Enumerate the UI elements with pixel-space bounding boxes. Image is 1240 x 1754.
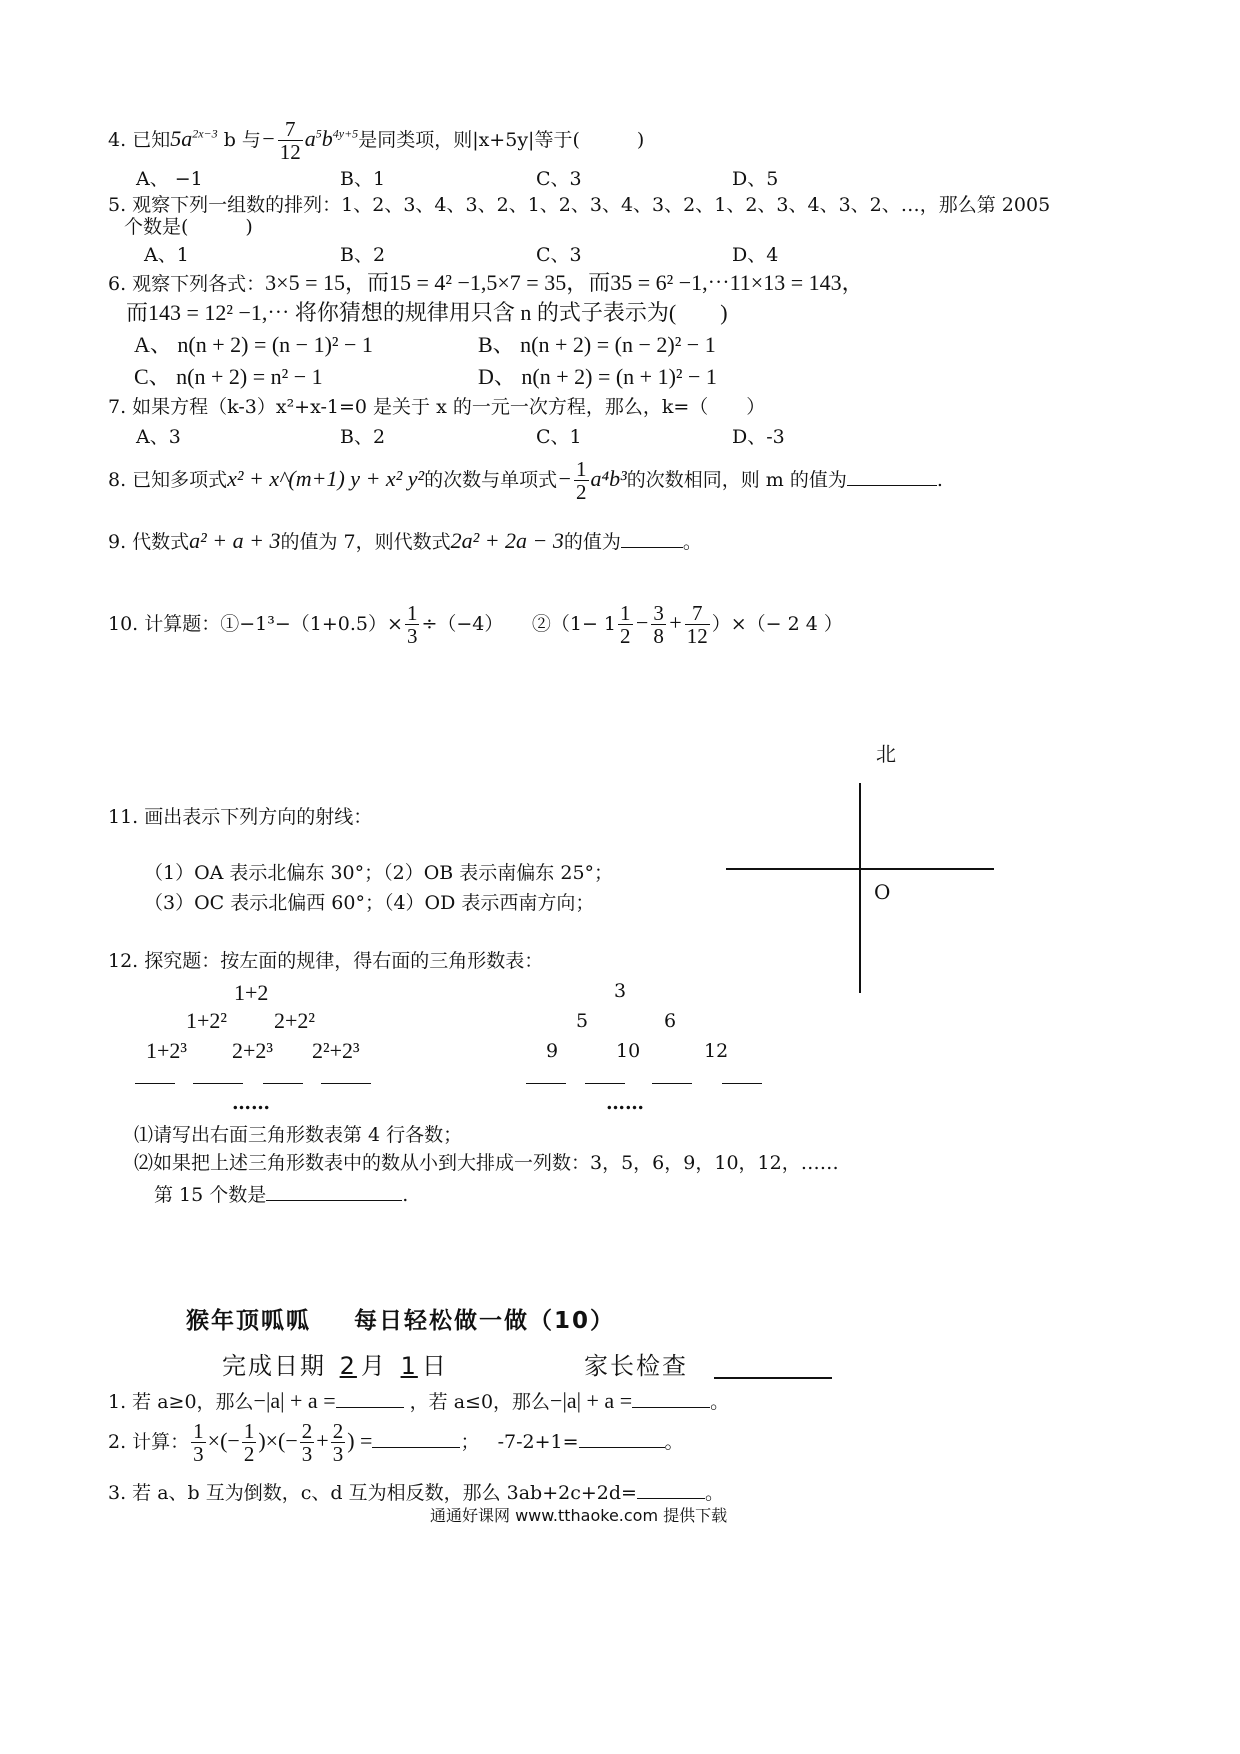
daily-question-1 [108,1388,729,1414]
day-value: 1 [400,1352,418,1380]
right-ellipsis: …… [606,1092,644,1114]
s2-frac-2-3b: $\frac{2}{3}$ [332,1419,344,1467]
q7-option-d: D、-3 [732,426,785,448]
q4-fraction: $\frac{7}{12}$ [279,117,301,165]
s2-close: ) [347,1428,361,1454]
s1-expr1: −|a| + a = [253,1388,336,1413]
q10-mid: ÷（−4） ②（1− 1 [421,613,617,636]
q4-option-b: B、1 [340,168,386,190]
q7-line: 7. 如果方程（k-3）x²+x-1=0 是关于 x 的一元一次方程，那么，k=（ ） [108,396,766,418]
s1-mid: ，若 a≤0，那么 [409,1391,551,1413]
q11-line3: （3）OC 表示北偏西 60°；（4）OD 表示西南方向； [144,892,595,914]
left-row4-blank1[interactable] [135,1083,175,1084]
month-label: 月 [360,1352,387,1380]
s2-frac-2-3a: $\frac{2}{3}$ [301,1419,313,1467]
parent-check-label: 家长检查 [584,1352,688,1380]
q12-sub2: ⑵如果把上述三角形数表中的数从小到大排成一列数：3，5，6，9，10，12，…… [134,1152,839,1174]
right-row3-cell2: 10 [616,1040,641,1062]
left-row4-blank3[interactable] [263,1083,303,1084]
q6-pre: 6. 观察下列各式： [108,273,266,295]
section-title-left: 猴年顶呱呱 [186,1308,311,1334]
q9-pre: 9. 代数式 [108,531,190,553]
s1-blank1[interactable] [336,1389,404,1408]
right-row3-cell1: 9 [546,1040,559,1062]
q8-monomial: a⁴b³ [590,466,627,492]
s1-end: 。 [710,1391,730,1413]
question-4 [108,118,644,164]
s1-pre: 1. 若 a≥0，那么 [108,1391,254,1413]
q4-term2: $a^5b^{4y+5}$ [304,126,359,152]
q6-option-d: D、 n(n + 2) = (n + 1)² − 1 [478,364,717,389]
s3-end: 。 [704,1482,724,1504]
q4-pre: 已知 [132,129,171,152]
day-label: 日 [421,1352,448,1380]
q11-line2: （1）OA 表示北偏东 30°；（2）OB 表示南偏东 25°； [144,862,614,884]
q6-option-b: B、 n(n + 2) = (n − 2)² − 1 [478,332,716,357]
s2-blank2[interactable] [579,1429,665,1448]
q5-line1: 5. 观察下列一组数的排列：1、2、3、4、3、2、1、2、3、4、3、2、1、2、3、4、3、2、…，那么第 2005 [108,194,1051,216]
q10-frac3: $\frac{3}{8}$ [653,601,664,649]
s2-frac-1-3: $\frac{1}{3}$ [193,1419,204,1467]
right-row2-cell1: 5 [576,1010,589,1032]
left-ellipsis: …… [232,1092,270,1114]
q9-mid: 的值为 7，则代数式 [280,531,451,553]
left-row3-cell1: 1+2³ [146,1038,188,1063]
footer-text: 通通好课网 www.tthaoke.com 提供下载 [430,1506,728,1525]
q12-sub3-label: 第 15 个数是 [154,1184,267,1206]
q6-line1 [108,270,864,296]
q10-minus: − [634,610,650,636]
left-row1-cell1: 1+2 [234,980,269,1005]
right-row1-cell1: 3 [614,980,627,1002]
q6-line2: 而143 = 12² −1,⋯ 将你猜想的规律用只含 n 的式子表示为( ) [126,300,728,325]
date-row [222,1352,448,1381]
q9-post: 的值为 [563,531,621,553]
q12-line1: 12. 探究题：按左面的规律，得右面的三角形数表： [108,950,544,972]
question-9 [108,528,702,554]
daily-question-2 [108,1420,684,1466]
q9-end: 。 [682,531,702,553]
q8-mid: 的次数与单项式 [424,469,558,492]
question-8 [108,458,943,504]
q10-post: ）×（− 2 4 ） [711,613,843,636]
q9-expr1: a² + a + 3 [189,528,281,553]
question-10 [108,602,843,648]
s2-plus: + [316,1428,329,1454]
q4-term1: $5a^{2x-3}$ [170,126,218,152]
s1-expr2: −|a| + a = [550,1388,633,1413]
left-row2-cell2: 2+2² [274,1008,316,1033]
q11-line1: 11. 画出表示下列方向的射线： [108,806,373,828]
s2-frac-1-2: $\frac{1}{2}$ [243,1419,255,1467]
left-row4-blank2[interactable] [193,1083,243,1084]
compass-horizontal-axis [726,868,994,870]
q8-post: 的次数相同，则 m 的值为 [626,469,847,492]
q4-neg: − [260,126,276,152]
q8-pre: 8. 已知多项式 [108,469,228,492]
q4-option-d: D、5 [732,168,779,190]
left-row4-blank4[interactable] [321,1083,371,1084]
q10-plus: + [667,610,683,636]
q12-answer-blank[interactable] [266,1182,402,1201]
s2-calc2: -7-2+1= [497,1431,579,1454]
q5-option-a: A、1 [144,244,189,266]
origin-label: O [874,880,891,904]
s2-end: 。 [664,1431,684,1454]
section-title-right: 每日轻松做一做（10） [354,1308,616,1334]
s2-equals: = [360,1428,373,1454]
q6-option-c: C、 n(n + 2) = n² − 1 [134,364,323,389]
q9-answer-blank[interactable] [621,529,683,548]
q4-term1-tail: b 与 [223,129,261,152]
left-row3-cell3: 2²+2³ [312,1038,360,1063]
daily-question-3 [108,1480,724,1505]
right-row3-cell3: 12 [704,1040,729,1062]
q8-neg: − [557,466,573,492]
north-label: 北 [876,742,896,766]
q4-option-c: C、3 [536,168,582,190]
s2-times2: )×(− [258,1428,298,1454]
q6-option-a: A、 n(n + 2) = (n − 1)² − 1 [134,332,373,357]
s2-blank1[interactable] [372,1429,460,1448]
s3-line: 3. 若 a、b 互为倒数，c、d 互为相反数，那么 3ab+2c+2d= [108,1482,637,1504]
right-row4-blank2[interactable] [585,1083,625,1084]
right-row4-blank4[interactable] [722,1083,762,1084]
q10-pre: 10. 计算题：①−1³−（1+0.5）× [108,613,403,636]
left-row3-cell2: 2+2³ [232,1038,274,1063]
s3-blank[interactable] [637,1480,705,1499]
q8-end: . [936,469,943,492]
compass-vertical-axis [859,783,861,993]
parent-check-blank[interactable] [714,1377,832,1379]
q6-math1: 3×5 = 15，而15 = 4² −1,5×7 = 35，而35 = 6² −1,⋯11×13 = 143， [265,270,864,295]
q9-expr2: 2a² + 2a − 3 [450,528,564,553]
q8-polynomial: x² + x^(m+1) y + x² y² [227,466,425,492]
month-value: 2 [339,1352,357,1380]
q12-sub3-end: . [402,1184,409,1206]
q8-fraction: $\frac{1}{2}$ [576,457,587,505]
q7-option-b: B、2 [340,426,386,448]
left-row2-cell1: 1+2² [186,1008,228,1033]
q10-frac4: $\frac{7}{12}$ [686,601,708,649]
q5-line2: 个数是( ) [124,216,253,238]
q4-option-a: A、 −1 [136,168,203,190]
right-row4-blank1[interactable] [526,1083,566,1084]
q5-option-b: B、2 [340,244,386,266]
q4-post: 是同类项，则|x+5y|等于( ) [358,129,645,152]
right-row4-blank3[interactable] [652,1083,692,1084]
q7-option-a: A、3 [136,426,181,448]
q12-sub3 [154,1182,408,1207]
q5-option-c: C、3 [536,244,582,266]
s2-pre: 2. 计算： [108,1431,190,1454]
right-row2-cell2: 6 [664,1010,677,1032]
q4-number: 4. [108,129,127,152]
q5-option-d: D、4 [732,244,779,266]
q12-sub1: ⑴请写出右面三角形数表第 4 行各数； [134,1124,463,1146]
q10-frac2: $\frac{1}{2}$ [620,601,631,649]
q10-frac1: $\frac{1}{3}$ [406,601,418,649]
q7-option-c: C、1 [536,426,582,448]
s2-times1: ×(− [207,1428,240,1454]
s1-blank2[interactable] [632,1389,710,1408]
s2-sep: ； [460,1431,480,1454]
date-label: 完成日期 [222,1352,326,1380]
q8-answer-blank[interactable] [847,467,937,486]
